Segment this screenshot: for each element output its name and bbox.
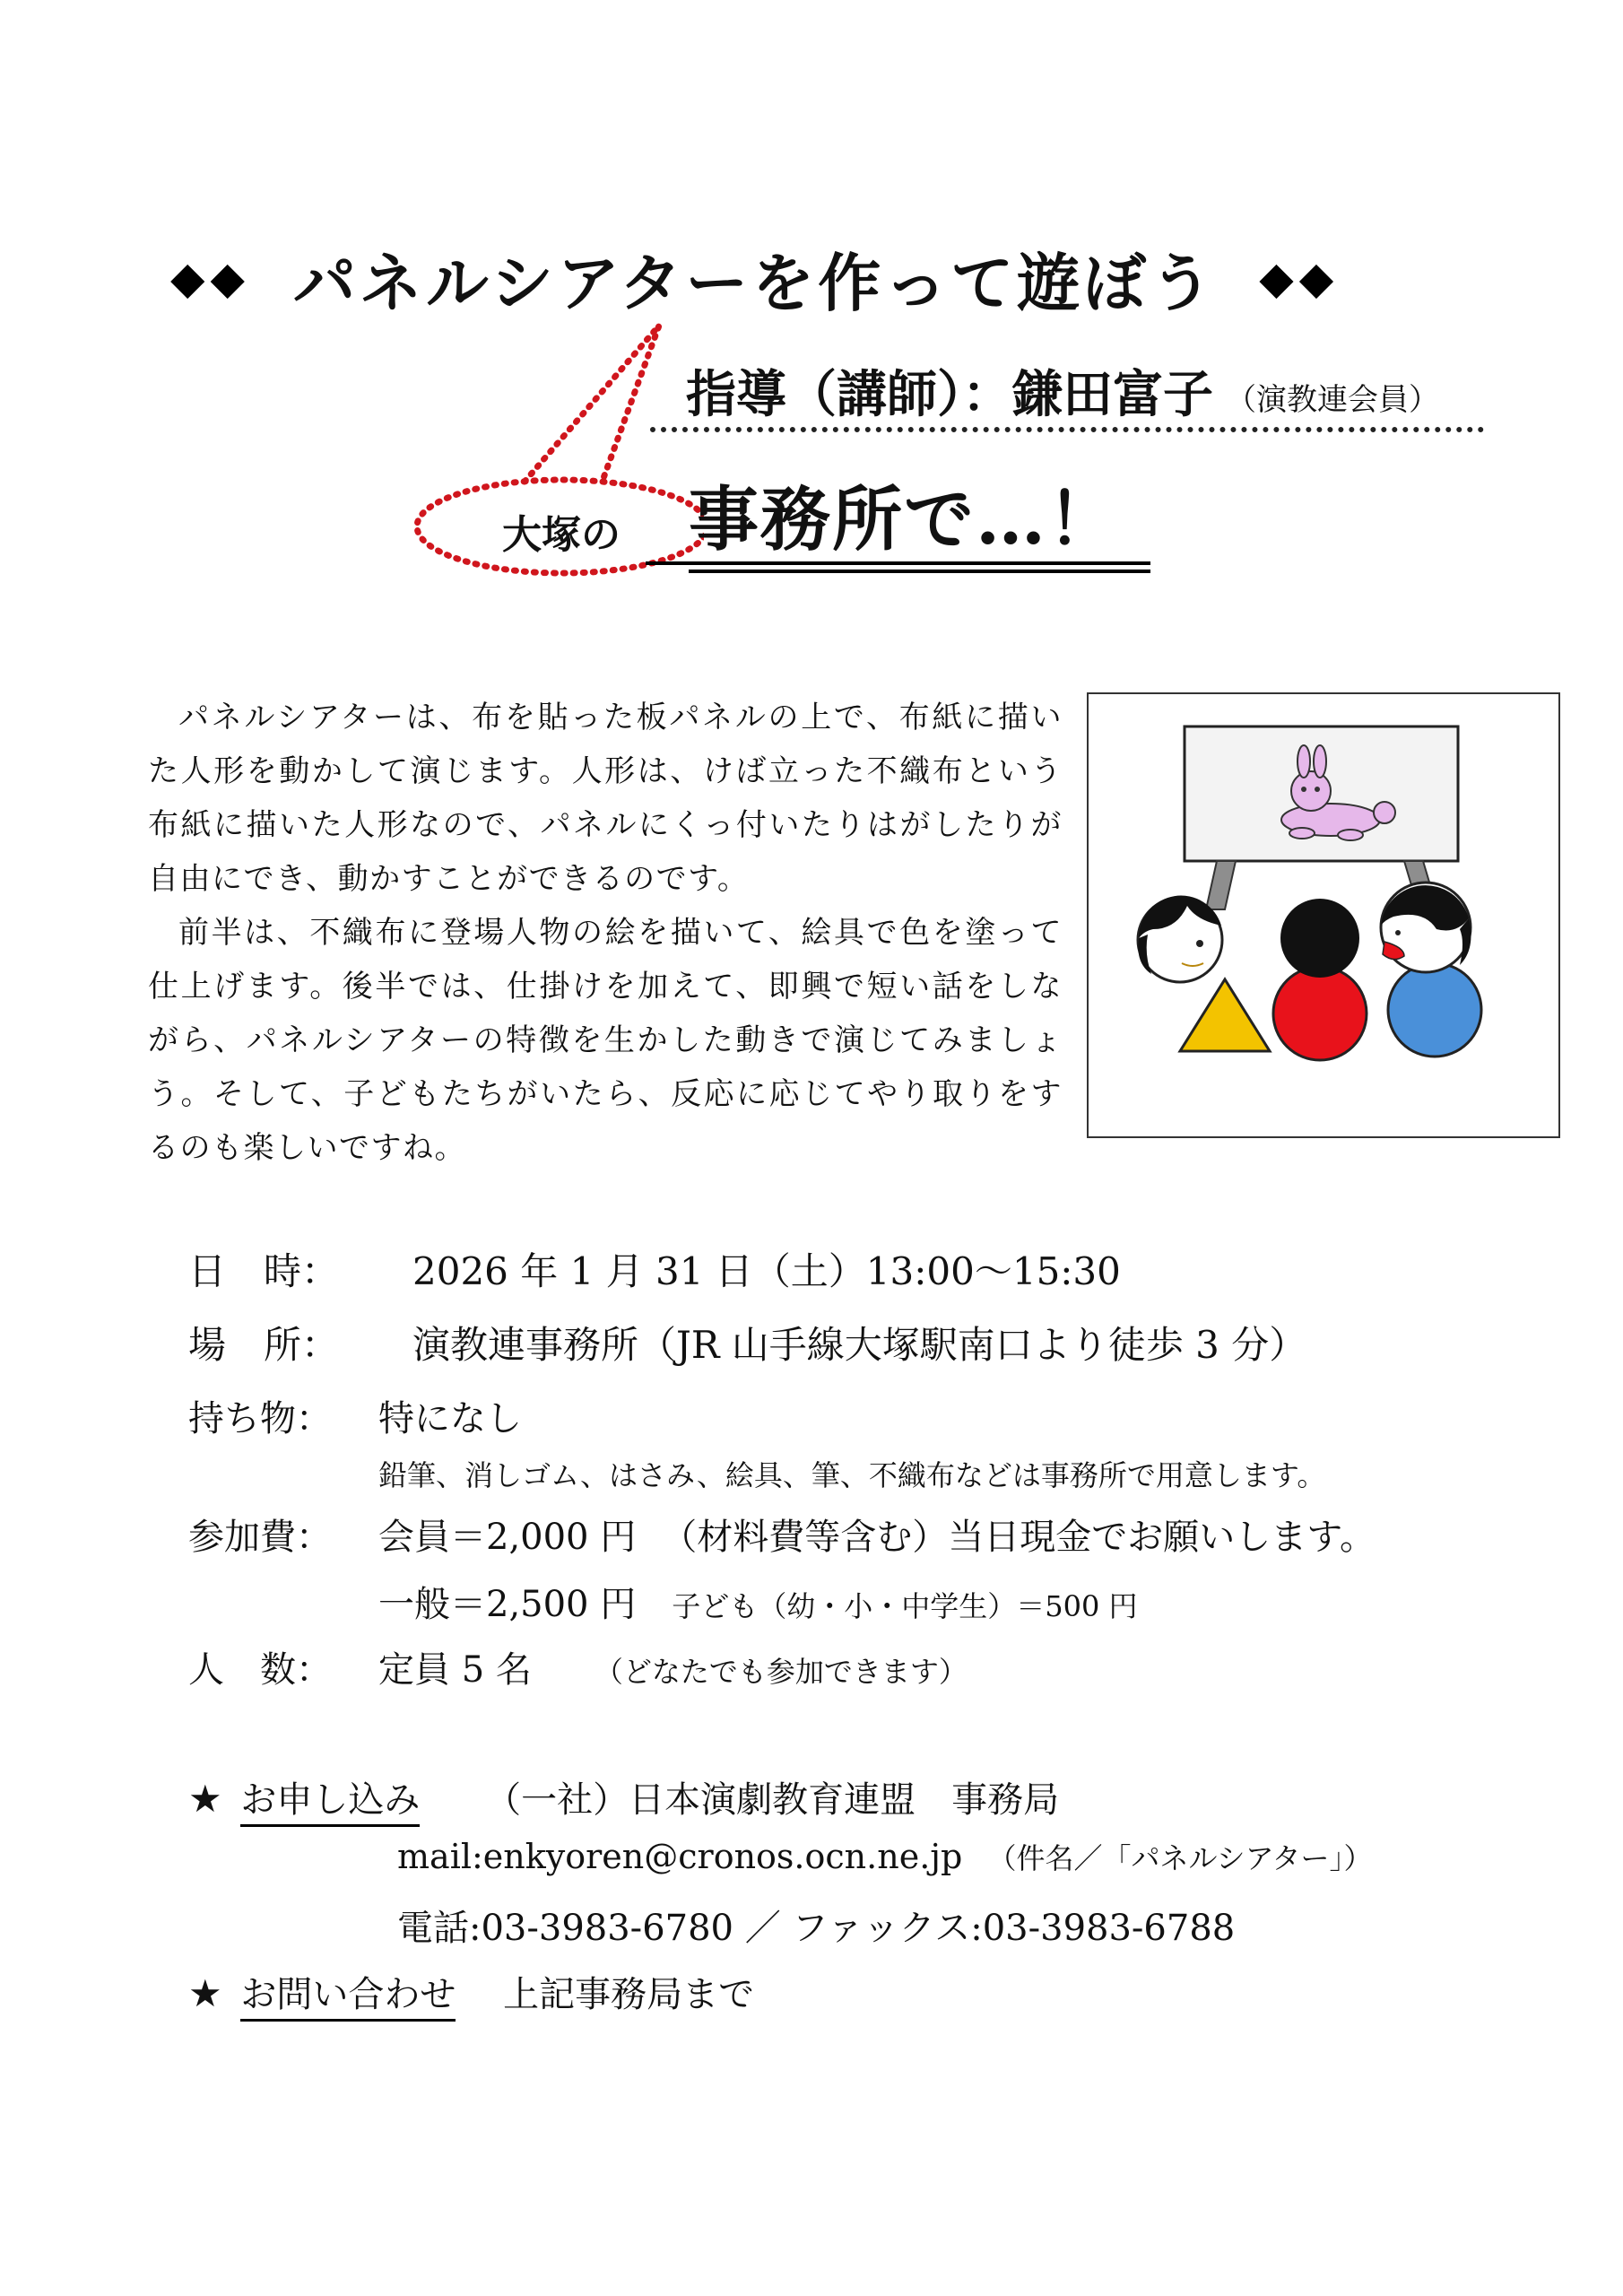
title-text: パネルシアターを作って遊ぼう xyxy=(292,246,1217,320)
place-value: 演教連事務所（JR 山手線大塚駅南口より徒歩 3 分） xyxy=(412,1323,1307,1367)
panel-theater-illustration xyxy=(1089,694,1558,1136)
doll-red-icon xyxy=(1273,899,1367,1060)
detail-datetime xyxy=(188,1242,1121,1296)
capacity-label: 人 数： xyxy=(188,1649,332,1691)
fee-general-row xyxy=(378,1576,1138,1627)
capacity-note: （どなたでも参加できます） xyxy=(594,1655,968,1689)
inquiry-label: お問い合わせ xyxy=(240,1974,456,2022)
contact-mail-row xyxy=(397,1836,1372,1877)
items-note: 鉛筆、消しゴム、はさみ、絵具、筆、不織布などは事務所で用意します。 xyxy=(378,1458,1326,1492)
instructor-affiliation: （演教連会員） xyxy=(1226,382,1439,418)
description-paragraph-1: パネルシアターは、布を貼った板パネルの上で、布紙に描いた人形を動かして演じます。人形は、けば立った不織布という布紙に描いた人形なので、パネルにくっ付いたりはがしたりが自由にでき、動かすことができるのです。 xyxy=(148,700,1063,897)
inquiry-text: 上記事務局まで xyxy=(503,1974,755,2015)
items-label: 持ち物： xyxy=(188,1398,332,1439)
apply-label: お申し込み xyxy=(240,1779,420,1827)
detail-fee xyxy=(188,1509,1376,1560)
contact-inquiry xyxy=(188,1966,754,2017)
datetime-value: 2026 年 1 月 31 日（土）13:00～15:30 xyxy=(412,1249,1121,1293)
contact-mail-note: （件名／「パネルシアター」） xyxy=(987,1841,1373,1875)
detail-place xyxy=(188,1316,1306,1370)
venue-headline-text: 事務所で…！ xyxy=(689,479,1120,561)
description xyxy=(148,691,1063,1175)
panel-leg-left-icon xyxy=(1206,861,1236,909)
illustration-frame xyxy=(1087,692,1560,1138)
detail-items xyxy=(188,1390,522,1441)
callout-text: 大塚の xyxy=(502,512,621,558)
contact-apply xyxy=(188,1771,1059,1822)
contact-mail[interactable]: mail:enkyoren@cronos.ocn.ne.jp xyxy=(397,1837,963,1876)
capacity-value: 定員 5 名 xyxy=(378,1649,532,1691)
doll-blue-icon xyxy=(1381,883,1481,1057)
detail-capacity xyxy=(188,1641,968,1692)
instructor-line xyxy=(650,361,1484,432)
callout-tail xyxy=(525,326,659,482)
title-left-diamonds: ◆◆ xyxy=(170,252,250,304)
fee-label: 参加費： xyxy=(188,1517,332,1558)
venue-headline xyxy=(689,475,1150,573)
fee-general: 一般＝2,500 円 xyxy=(378,1584,637,1625)
contact-org: （一社）日本演劇教育連盟 事務局 xyxy=(485,1779,1060,1821)
fee-member-note: （材料費等含む）当日現金でお願いします。 xyxy=(661,1517,1376,1558)
page-title xyxy=(170,229,1480,327)
datetime-label: 日 時： xyxy=(188,1249,340,1293)
star-icon: ★ xyxy=(188,1971,222,2015)
description-paragraph-2: 前半は、不織布に登場人物の絵を描いて、絵具で色を塗って仕上げます。後半では、仕掛けを加えて、即興で短い話をしながら、パネルシアターの特徴を生かした動きで演じてみましょう。そして、子どもたちがいたら、反応に応じてやり取りをするのも楽しいですね。 xyxy=(148,915,1063,1166)
place-label: 場 所： xyxy=(188,1323,340,1367)
instructor-name: 指導（講師）：鎌田富子 xyxy=(686,366,1213,424)
contact-phone: 電話:03-3983-6780 ／ ファックス:03-3983-6788 xyxy=(397,1908,1236,1949)
headline-underline xyxy=(646,561,1150,565)
fee-child: 子ども（幼・小・中学生）＝500 円 xyxy=(672,1589,1138,1623)
title-right-diamonds: ◆◆ xyxy=(1259,252,1340,304)
fee-member: 会員＝2,000 円 xyxy=(378,1517,637,1558)
doll-triangle-icon xyxy=(1138,896,1270,1051)
star-icon: ★ xyxy=(188,1777,222,1821)
items-value: 特になし xyxy=(378,1398,522,1439)
